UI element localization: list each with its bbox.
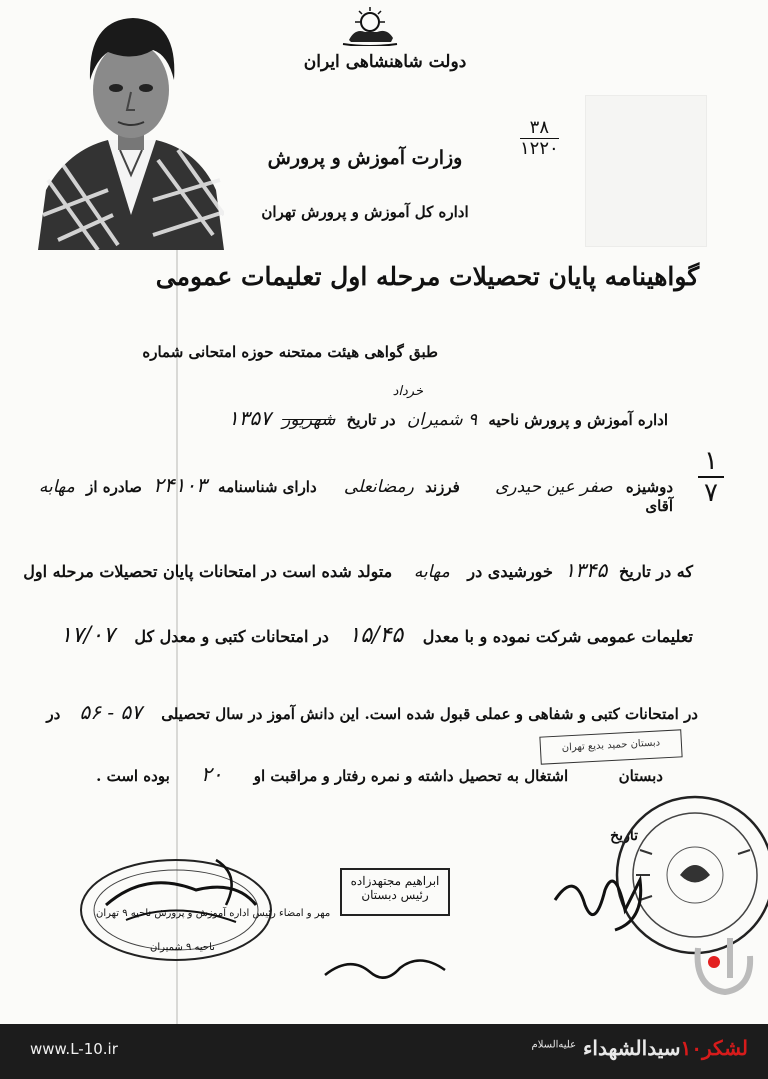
line4-birth-year: ۱۳۴۵: [564, 558, 608, 582]
certificate-line-4: [23, 558, 693, 582]
line3-issued-label: صادره از: [86, 478, 142, 496]
faded-watermark-area: [585, 95, 707, 247]
certificate-line-7: [96, 762, 663, 786]
office-name: اداره کل آموزش و پرورش تهران: [261, 203, 469, 221]
line6-school-years: ۵۷ - ۵۶: [79, 700, 142, 724]
line7-end: بوده است .: [96, 767, 170, 785]
line4-suffix: متولد شده است در امتحانات پایان تحصیلات مرحله اول: [23, 562, 393, 581]
reference-number-bottom: ۱۲۲۰: [520, 138, 559, 159]
line4-mid: خورشیدی در: [467, 562, 553, 581]
certificate-line-1: طبق گواهی هیئت ممتحنه حوزه امتحانی شماره: [142, 343, 438, 361]
principal-title: رئیس دبستان: [361, 888, 429, 902]
line2-date-label: در تاریخ: [346, 411, 396, 429]
line3-issued-place: مهابه: [38, 477, 75, 497]
line5-total-average: ۱۷/۰۷: [60, 623, 115, 648]
certificate-line-6: [46, 700, 698, 724]
line3-id-label: دارای شناسنامه: [218, 478, 317, 496]
line2-year: ۱۳۵۷: [227, 406, 271, 430]
line2-region: ۹ شمیران: [406, 410, 478, 430]
line5-written-average: ۱۵/۴۵: [348, 623, 404, 648]
certificate-line-2: [228, 406, 668, 430]
line6-suffix: در: [46, 705, 61, 723]
line3-student-name: صفر عین حیدری: [495, 477, 613, 497]
brand-name-white: سیدالشهداء: [583, 1036, 681, 1060]
line4-prefix: که در تاریخ: [618, 562, 693, 581]
line3-id-number: ۲۴۱۰۳: [153, 473, 207, 497]
certificate-title: گواهینامه پایان تحصیلات مرحله اول تعلیمات عمومی: [155, 262, 700, 291]
site-logo-icon: [690, 928, 760, 998]
signature-scribble-bottom: [320, 950, 450, 990]
margin-fraction-bottom: ۷: [704, 478, 718, 508]
government-header: دولت شاهنشاهی ایران: [303, 52, 467, 72]
reference-number-top: ۳۸: [520, 118, 559, 139]
footer-bar: [0, 1024, 768, 1079]
lion-and-sun-emblem-icon: [335, 2, 405, 46]
line2-day: شهریور: [282, 410, 336, 430]
line3-child-of: فرزند: [425, 478, 460, 496]
date-label: تاریخ: [610, 828, 638, 844]
line3-father-name: رمضانعلی: [343, 477, 414, 497]
brand-name: [532, 1036, 749, 1060]
brand-honorific: علیه‌السلام: [531, 1039, 577, 1051]
line7-text: اشتغال به تحصیل داشته و نمره رفتار و مراقبت او: [253, 767, 569, 785]
certificate-line-3: [39, 473, 673, 497]
line7-school-label: دبستان: [618, 767, 663, 785]
site-url[interactable]: www.L-10.ir: [30, 1040, 118, 1058]
ministry-name: وزارت آموزش و پرورش: [267, 147, 463, 169]
left-seal-caption: مهر و امضاء رئیس اداره آموزش و پرورش ناحیه ۹ تهران: [96, 908, 331, 919]
principal-stamp: [340, 868, 450, 916]
line2-prefix: اداره آموزش و پرورش ناحیه: [488, 411, 668, 429]
line3-title-mr: آقای: [645, 497, 673, 515]
line4-birth-place: مهابه: [413, 562, 450, 582]
line2-month-above: خرداد: [392, 384, 423, 399]
signature-scribble-right: [545, 860, 655, 940]
principal-name: ابراهیم مجتهدزاده: [350, 874, 440, 888]
line3-title-miss: دوشیزه: [625, 478, 673, 496]
reference-number: [520, 118, 559, 159]
line5-prefix: تعلیمات عمومی شرکت نموده و با معدل: [422, 627, 693, 646]
margin-fraction: [698, 446, 724, 508]
certificate-line-5: [46, 623, 693, 648]
brand-name-red: لشکر۱۰: [680, 1036, 748, 1060]
left-seal-bottom: ناحیه ۹ شمیران: [150, 942, 215, 953]
student-photo: [38, 0, 224, 250]
margin-fraction-top: ۱: [698, 446, 724, 478]
line5-mid: در امتحانات کتبی و معدل کل: [134, 627, 329, 646]
line6-text: در امتحانات کتبی و شفاهی و عملی قبول شده است. این دانش آموز در سال تحصیلی: [161, 705, 698, 723]
school-name-stamp: دبستان حمید بدیع تهران: [539, 729, 682, 764]
line7-behavior-grade: ۲۰: [200, 762, 223, 786]
